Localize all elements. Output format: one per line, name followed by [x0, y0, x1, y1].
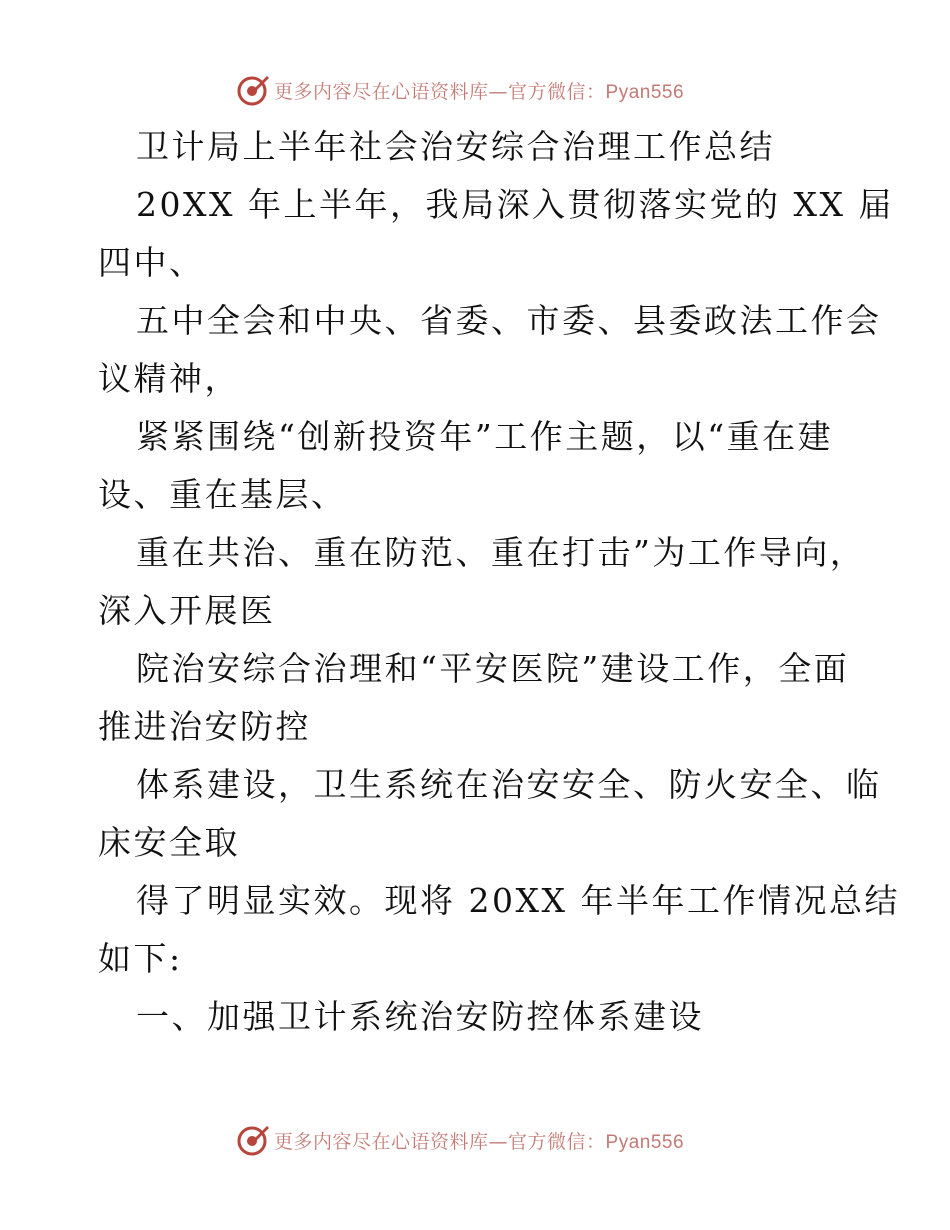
text-line: 一、加强卫计系统治安防控体系建设	[136, 997, 704, 1036]
footer-watermark	[236, 1123, 684, 1157]
watermark-text	[274, 1127, 684, 1154]
watermark-handle: Pyan556	[605, 81, 685, 103]
text-line: 推进治安防控	[98, 707, 311, 746]
text-line: 20XX 年上半年，我局深入贯彻落实党的 XX 届	[136, 185, 894, 224]
document-title: 卫计局上半年社会治安综合治理工作总结	[136, 127, 775, 166]
pen-logo-icon	[236, 73, 270, 107]
watermark-prefix: 更多内容尽在心语资料库—官方微信：	[274, 1130, 606, 1153]
text-line: 五中全会和中央、省委、市委、县委政法工作会	[136, 301, 882, 340]
watermark-text	[274, 77, 684, 104]
watermark-prefix: 更多内容尽在心语资料库—官方微信：	[274, 80, 606, 103]
text-line: 议精神，	[98, 359, 240, 398]
document-body	[98, 118, 900, 1046]
text-line: 四中、	[98, 243, 205, 282]
text-line: 紧紧围绕“创新投资年”工作主题，以“重在建	[136, 417, 834, 456]
text-line: 体系建设，卫生系统在治安安全、防火安全、临	[136, 765, 882, 804]
text-line: 得了明显实效。现将 20XX 年半年工作情况总结	[136, 881, 900, 920]
header-watermark	[236, 73, 684, 107]
text-line: 设、重在基层、	[98, 475, 347, 514]
text-line: 床安全取	[98, 823, 240, 862]
watermark-handle: Pyan556	[605, 1131, 685, 1153]
pen-logo-icon	[236, 1123, 270, 1157]
text-line: 深入开展医	[98, 591, 276, 630]
text-line: 院治安综合治理和“平安医院”建设工作，全面	[136, 649, 850, 688]
text-line: 重在共治、重在防范、重在打击”为工作导向，	[136, 533, 866, 572]
text-line: 如下:	[98, 939, 183, 978]
